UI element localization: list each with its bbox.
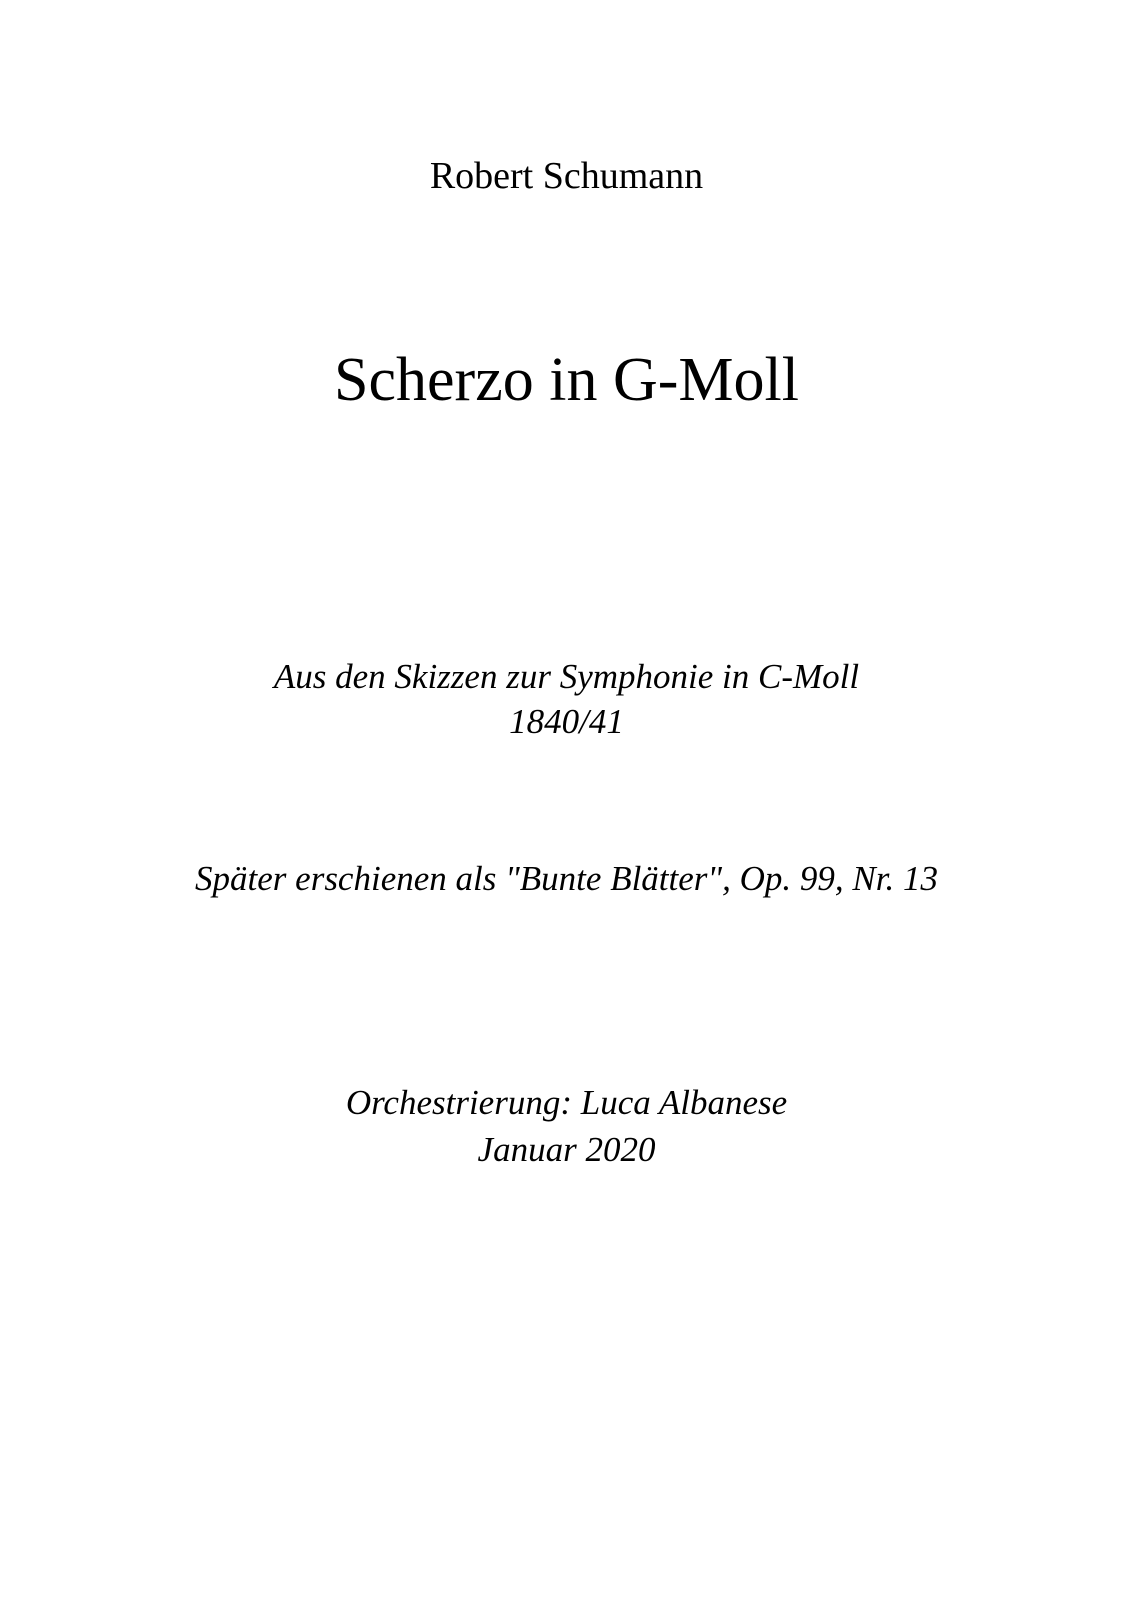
work-title: Scherzo in G-Moll <box>334 346 799 414</box>
composer-name: Robert Schumann <box>429 155 704 197</box>
publication-note: Später erschienen als "Bunte Blätter", Op. 99, Nr. 13 <box>195 859 938 898</box>
origin-years: 1840/41 <box>509 702 624 741</box>
origin-note: Aus den Skizzen zur Symphonie in C-Moll <box>273 657 860 696</box>
orchestration-date: Januar 2020 <box>477 1130 656 1169</box>
orchestration-credit: Orchestrierung: Luca Albanese <box>345 1083 788 1122</box>
